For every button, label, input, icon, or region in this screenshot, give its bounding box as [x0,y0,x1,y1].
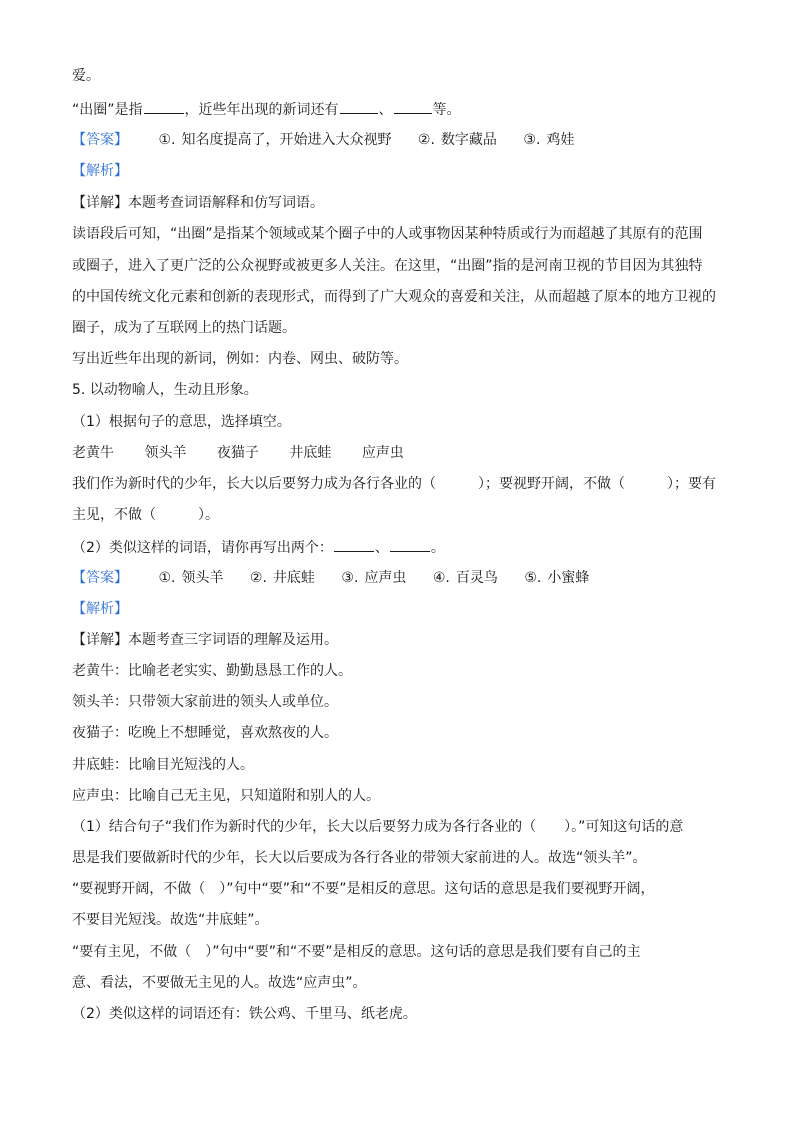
sentence-line: 主见，不做（ ）。 [72,507,219,523]
question-text: ，近些年出现的新词还有 [184,102,339,118]
analysis-tag: 【解析】 [72,601,128,617]
paragraph-line: 的中国传统文化元素和创新的表现形式，而得到了广大观众的喜爱和关注，从而超越了原本的地方卫视的 [72,289,716,305]
answer-item [158,130,391,150]
answer-item [524,568,589,588]
definition-line: 老黄牛：比喻老老实实、勤勤恳恳工作的人。 [72,663,352,679]
explanation-line: 思是我们要做新时代的少年，长大以后要成为各行各业的带领大家前进的人。故选“领头羊”。 [72,850,647,866]
answer-text: 井底蛙 [272,570,315,586]
answer-number: ①. [158,132,176,148]
explanation-line: 意、看法，不要做无主见的人。故选“应声虫”。 [72,975,367,991]
definition-line: 领头羊：只带领大家前进的领头人或单位。 [72,694,338,710]
detail-heading: 【详解】本题考查词语解释和仿写词语。 [72,195,324,211]
answer-row-2 [72,568,722,588]
question-text: 。 [430,540,445,556]
answer-item [158,568,223,588]
analysis-tag: 【解析】 [72,163,128,179]
paragraph-line: 圈子，成为了互联网上的热门话题。 [72,320,296,336]
answer-text: 小蜜蜂 [547,570,590,586]
answer-item [433,568,498,588]
question-text: “出圈”是指 [72,102,143,118]
answer-number: ③. [523,132,541,148]
answer-item [523,130,574,150]
blank-5 [390,537,430,552]
definition-line: 应声虫：比喻自己无主见，只知道附和别人的人。 [72,788,380,804]
answer-tag: 【答案】 [72,570,128,586]
question-5-title: 5. 以动物喻人，生动且形象。 [72,382,258,398]
separator: 、 [374,540,389,556]
answer-text: 知名度提高了，开始进入大众视野 [181,132,392,148]
option: 夜猫子 [216,445,259,461]
answer-number: ②. [417,132,435,148]
answer-row-1 [72,130,722,150]
answer-text: 百灵鸟 [455,570,498,586]
answer-number: ②. [249,570,267,586]
paragraph-line: 读语段后可知，“出圈”是指某个领域或某个圈子中的人或事物因某种特质或行为而超越了其原有的范围 [72,226,703,242]
prev-tail-text: 爱。 [72,68,100,84]
answer-number: ⑤. [524,570,542,586]
definition-line: 夜猫子：吃晚上不想睡觉，喜欢熬夜的人。 [72,725,338,741]
answer-text: 应声虫 [364,570,407,586]
question-text: （2）类似这样的词语，请你再写出两个： [72,540,333,556]
question-text: 等。 [432,102,461,118]
answer-number: ④. [432,570,450,586]
explanation-line: （2）类似这样的词语还有：铁公鸡、千里马、纸老虎。 [72,1006,417,1022]
answer-text: 数字藏品 [440,132,497,148]
blank-2 [340,99,378,114]
explanation-line: “要视野开阔，不做（ ）”句中“要”和“不要”是相反的意思。这句话的意思是我们要视野开阔， [72,881,655,897]
explanation-line: 不要目光短浅。故选“井底蛙”。 [72,912,269,928]
answer-item [341,568,406,588]
answer-item [418,130,497,150]
blank-4 [334,537,374,552]
subquestion-2 [72,537,722,558]
explanation-line: “要有主见，不做（ ）”句中“要”和“不要”是相反的意思。这句话的意思是我们要有自己的主 [72,944,641,960]
answer-number: ③. [341,570,359,586]
detail-heading: 【详解】本题考查三字词语的理解及运用。 [72,632,338,648]
blank-3 [394,99,432,114]
option: 领头羊 [144,445,187,461]
explanation-line: （1）结合句子“我们作为新时代的少年，长大以后要努力成为各行各业的（ ）。”可知这句话的意 [72,819,684,835]
separator: 、 [378,102,393,118]
subquestion-1: （1）根据句子的意思，选择填空。 [72,414,291,430]
option: 老黄牛 [72,445,114,461]
blank-1 [144,99,184,114]
paragraph-line: 写出近些年出现的新词，例如：内卷、网虫、破防等。 [72,351,408,367]
answer-item [250,568,315,588]
answer-text: 鸡娃 [546,132,575,148]
definition-line: 井底蛙：比喻目光短浅的人。 [72,757,254,773]
sentence-line: 我们作为新时代的少年，长大以后要努力成为各行各业的（ ）；要视野开阔，不做（ ）；要有 [72,476,716,492]
option: 井底蛙 [289,445,332,461]
question-4-blanks [72,99,722,120]
option-list [72,443,722,463]
answer-tag: 【答案】 [72,132,128,148]
paragraph-line: 或圈子，进入了更广泛的公众视野或被更多人关注。在这里，“出圈”指的是河南卫视的节目因为其独特 [72,258,703,274]
answer-text: 领头羊 [181,570,224,586]
option: 应声虫 [361,445,404,461]
answer-number: ①. [158,570,176,586]
